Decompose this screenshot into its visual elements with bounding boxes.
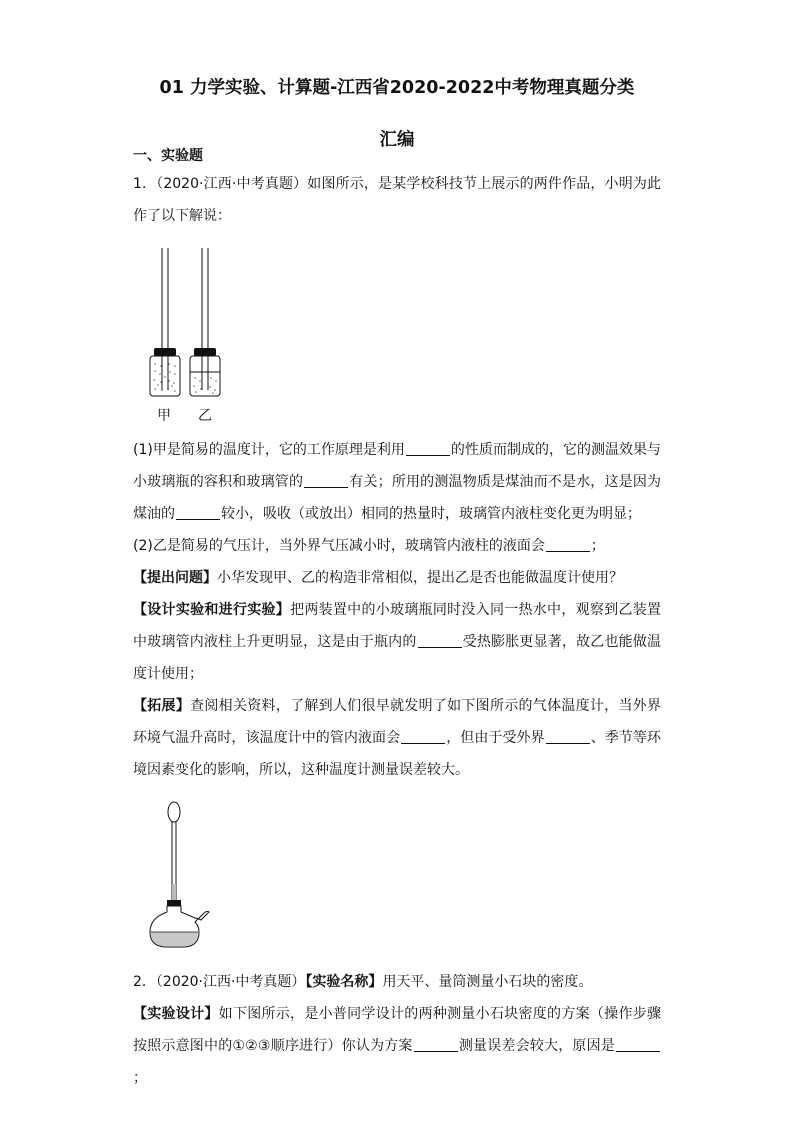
question-1-intro: 1．（2020·江西·中考真题）如图所示，是某学校科技节上展示的两件作品，小明为此作了以下解说： <box>133 176 661 224</box>
question-2-design: 【实验设计】如下图所示，是小普同学设计的两种测量小石块密度的方案（操作步骤按照示意图中的①②③顺序进行）你认为方案 测量误差会较大，原因是； <box>133 1006 662 1086</box>
answer-blank[interactable] <box>546 742 590 744</box>
answer-blank[interactable] <box>414 1050 458 1052</box>
question-1-design-experiment: 【设计实验和进行实验】把两装置中的小玻璃瓶同时没入同一热水中，观察到乙装置中玻璃管内液柱上升更明显，这是由于瓶内的 受热膨胀更显著，故乙也能做温度计使用； <box>133 602 662 682</box>
section-heading: 一、实验题 <box>133 148 203 164</box>
answer-blank[interactable] <box>176 518 220 520</box>
answer-blank[interactable] <box>546 550 590 552</box>
question-1-part-2: (2)乙是简易的气压计，当外界气压减小时，玻璃管内液柱的液面会 ； <box>133 538 605 554</box>
figure-thermometer-barometer <box>140 240 240 430</box>
question-1-extension: 【拓展】查阅相关资料，了解到人们很早就发明了如下图所示的气体温度计，当外界环境气温升高时，该温度计中的管内液面会 ，但由于受外界 、季节等环境因素变化的影响，所以，这种温度计测量误差较大。 <box>133 698 662 778</box>
answer-blank[interactable] <box>418 646 462 648</box>
answer-blank[interactable] <box>406 454 450 456</box>
figure-gas-thermometer <box>145 800 215 952</box>
label-jia: 甲 <box>157 408 171 424</box>
answer-blank[interactable] <box>304 486 348 488</box>
label-yi: 乙 <box>198 408 212 424</box>
question-2-intro: 2．（2020·江西·中考真题）【实验名称】用天平、量筒测量小石块的密度。 <box>133 974 593 990</box>
answer-blank[interactable] <box>401 742 445 744</box>
question-1-raise-question: 【提出问题】小华发现甲、乙的构造非常相似，提出乙是否也能做温度计使用？ <box>133 570 623 586</box>
answer-blank[interactable] <box>616 1050 660 1052</box>
question-1-part-1: (1)甲是简易的温度计，它的工作原理是利用 的性质而制成的，它的测温效果与小玻璃瓶的容积和玻璃管的 有关；所用的测温物质是煤油而不是水，这是因为煤油的 较小，吸收（或放出）相同的热量时，玻璃管内液柱变化更为明显； <box>133 442 662 522</box>
title-line-2: 汇编 <box>379 130 415 150</box>
title-line-1: 01 力学实验、计算题-江西省2020-2022中考物理真题分类 <box>159 78 635 98</box>
